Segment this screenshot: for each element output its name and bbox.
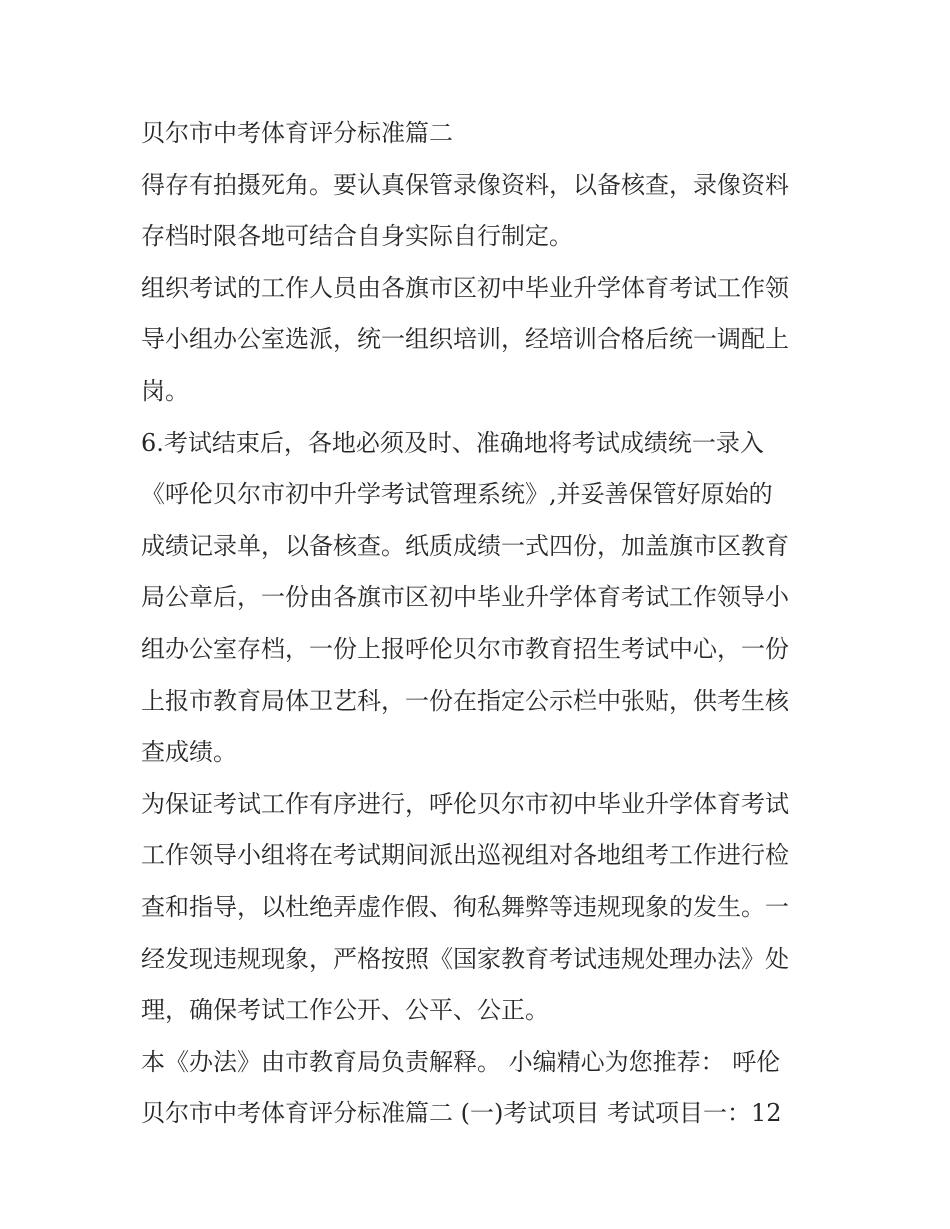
text-line: 组织考试的工作人员由各旗市区初中毕业升学体育考试工作领 [141,273,789,302]
text-line: 组办公室存档，一份上报呼伦贝尔市教育招生考试中心，一份 [141,634,789,663]
text-line: 查和指导，以杜绝弄虚作假、徇私舞弊等违规现象的发生。一 [141,892,789,921]
text-line: 上报市教育局体卫艺科，一份在指定公示栏中张贴，供考生核 [141,686,789,715]
text-line: 岗。 [141,376,189,405]
text-line: 局公章后，一份由各旗市区初中毕业升学体育考试工作领导小 [141,583,789,612]
text-line: 为保证考试工作有序进行，呼伦贝尔市初中毕业升学体育考试 [141,789,789,818]
text-line: 导小组办公室选派，统一组织培训，经培训合格后统一调配上 [141,325,789,354]
document-body [141,108,813,1140]
text-line: 经发现违规现象，严格按照《国家教育考试违规处理办法》处 [141,944,789,973]
text-line: 贝尔市中考体育评分标准篇二 [141,119,453,147]
text-line: 存档时限各地可结合自身实际自行制定。 [141,222,573,251]
text-line: 《呼伦贝尔市初中升学考试管理系统》,并妥善保管好原始的 [141,480,773,509]
text-line: 得存有拍摄死角。要认真保管录像资料，以备核查，录像资料 [141,170,789,199]
text-line: 6.考试结束后，各地必须及时、准确地将考试成绩统一录入 [141,428,764,457]
text-line: 查成绩。 [141,738,237,767]
text-line: 成绩记录单，以备核查。纸质成绩一式四份，加盖旗市区教育 [141,531,789,560]
text-line: 理，确保考试工作公开、公平、公正。 [141,996,549,1025]
text-line: 贝尔市中考体育评分标准篇二 (一)考试项目 考试项目一：12 [141,1099,782,1128]
text-line: 工作领导小组将在考试期间派出巡视组对各地组考工作进行检 [141,841,789,870]
text-line: 本《办法》由市教育局负责解释。 小编精心为您推荐： 呼伦 [141,1047,781,1076]
